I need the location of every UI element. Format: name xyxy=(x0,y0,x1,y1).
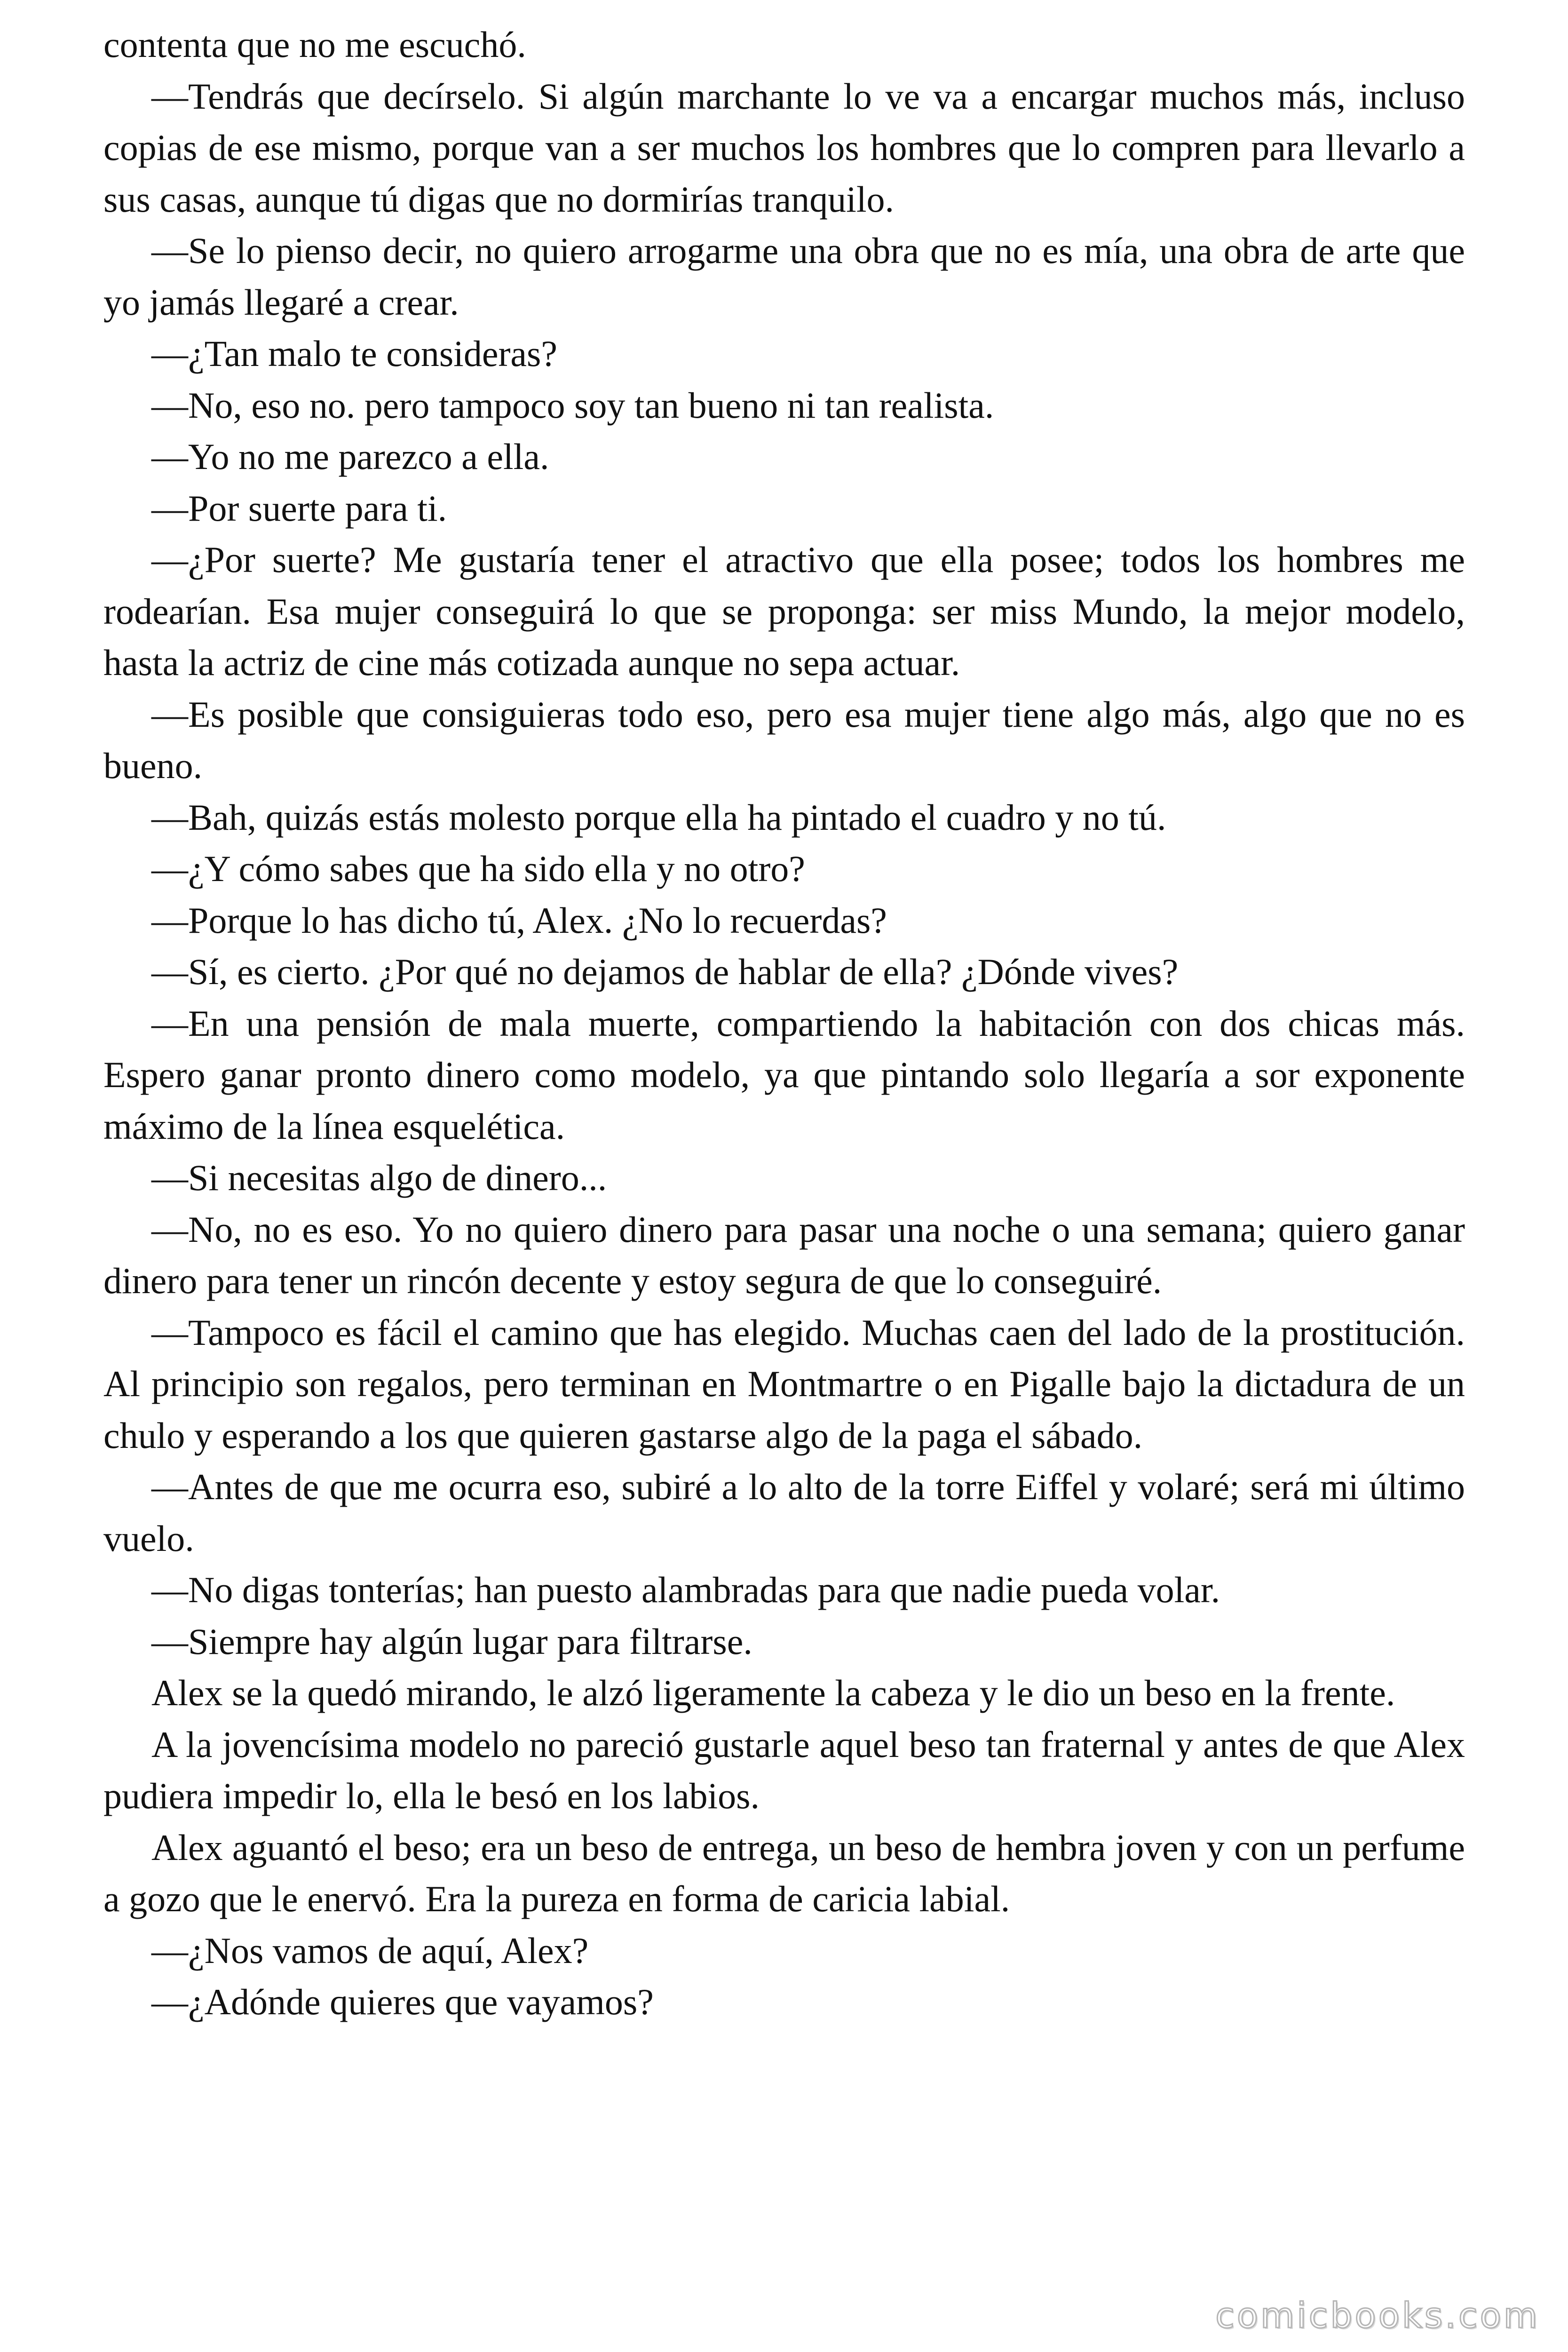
paragraph: —Bah, quizás estás molesto porque ella ha pintado el cuadro y no tú. xyxy=(151,796,1166,838)
paragraph: —¿Adónde quieres que vayamos? xyxy=(151,1981,654,2022)
paragraph: —Se lo pienso decir, no quiero arrogarme una obra que no es mía, una obra de arte que yo jamás llegaré a crear. xyxy=(103,230,1465,323)
paragraph: —No, no es eso. Yo no quiero dinero para pasar una noche o una semana; quiero ganar dinero para tener un rincón decente y estoy segura de que lo conseguiré. xyxy=(103,1208,1465,1301)
paragraph: —Si necesitas algo de dinero... xyxy=(151,1157,607,1198)
paragraph: —Tampoco es fácil el camino que has elegido. Muchas caen del lado de la prostitución. Al principio son regalos, pero terminan en Montmartre o en Pigalle bajo la dictadura de un chulo y esperando a los que quieren gastarse algo de la paga el sábado. xyxy=(103,1311,1465,1456)
paragraph: —Por suerte para ti. xyxy=(151,487,447,529)
paragraph: Alex aguantó el beso; era un beso de entrega, un beso de hembra joven y con un perfume a gozo que le enervó. Era la pureza en forma de caricia labial. xyxy=(103,1827,1465,1919)
watermark: comicbooks.com xyxy=(1215,2296,1540,2336)
paragraph: —Antes de que me ocurra eso, subiré a lo alto de la torre Eiffel y volaré; será mi último vuelo. xyxy=(103,1466,1465,1559)
page-text xyxy=(103,19,1465,2028)
paragraph-continuation: contenta que no me escuchó. xyxy=(103,24,526,65)
paragraph: —¿Nos vamos de aquí, Alex? xyxy=(151,1930,589,1971)
paragraph: —Yo no me parezco a ella. xyxy=(151,436,549,477)
paragraph: —¿Y cómo sabes que ha sido ella y no otro? xyxy=(151,848,805,889)
paragraph: —En una pensión de mala muerte, compartiendo la habitación con dos chicas más. Espero ganar pronto dinero como modelo, ya que pintando solo llegaría a sor exponente máximo de la línea esquelética. xyxy=(103,1002,1465,1147)
paragraph: —¿Por suerte? Me gustaría tener el atractivo que ella posee; todos los hombres me rodearían. Esa mujer conseguirá lo que se proponga: ser miss Mundo, la mejor modelo, hasta la actriz de cine más cotizada aunque no sepa actuar. xyxy=(103,539,1465,683)
paragraph: —Siempre hay algún lugar para filtrarse. xyxy=(151,1621,752,1662)
paragraph: —Es posible que consiguieras todo eso, pero esa mujer tiene algo más, algo que no es bueno. xyxy=(103,693,1465,786)
paragraph: —Tendrás que decírselo. Si algún marchante lo ve va a encargar muchos más, incluso copias de ese mismo, porque van a ser muchos los hombres que lo compren para llevarlo a sus casas, aunque tú digas que no dormirías tranquilo. xyxy=(103,75,1465,220)
paragraph: —Porque lo has dicho tú, Alex. ¿No lo recuerdas? xyxy=(151,899,887,941)
paragraph: —Sí, es cierto. ¿Por qué no dejamos de hablar de ella? ¿Dónde vives? xyxy=(151,951,1179,992)
paragraph: A la jovencísima modelo no pareció gustarle aquel beso tan fraternal y antes de que Alex pudiera impedir lo, ella le besó en los labios. xyxy=(103,1724,1465,1816)
paragraph: —No, eso no. pero tampoco soy tan bueno ni tan realista. xyxy=(151,384,994,426)
paragraph: —¿Tan malo te consideras? xyxy=(151,333,558,374)
paragraph: Alex se la quedó mirando, le alzó ligeramente la cabeza y le dio un beso en la frente. xyxy=(151,1672,1395,1713)
paragraph: —No digas tonterías; han puesto alambradas para que nadie pueda volar. xyxy=(151,1569,1220,1610)
